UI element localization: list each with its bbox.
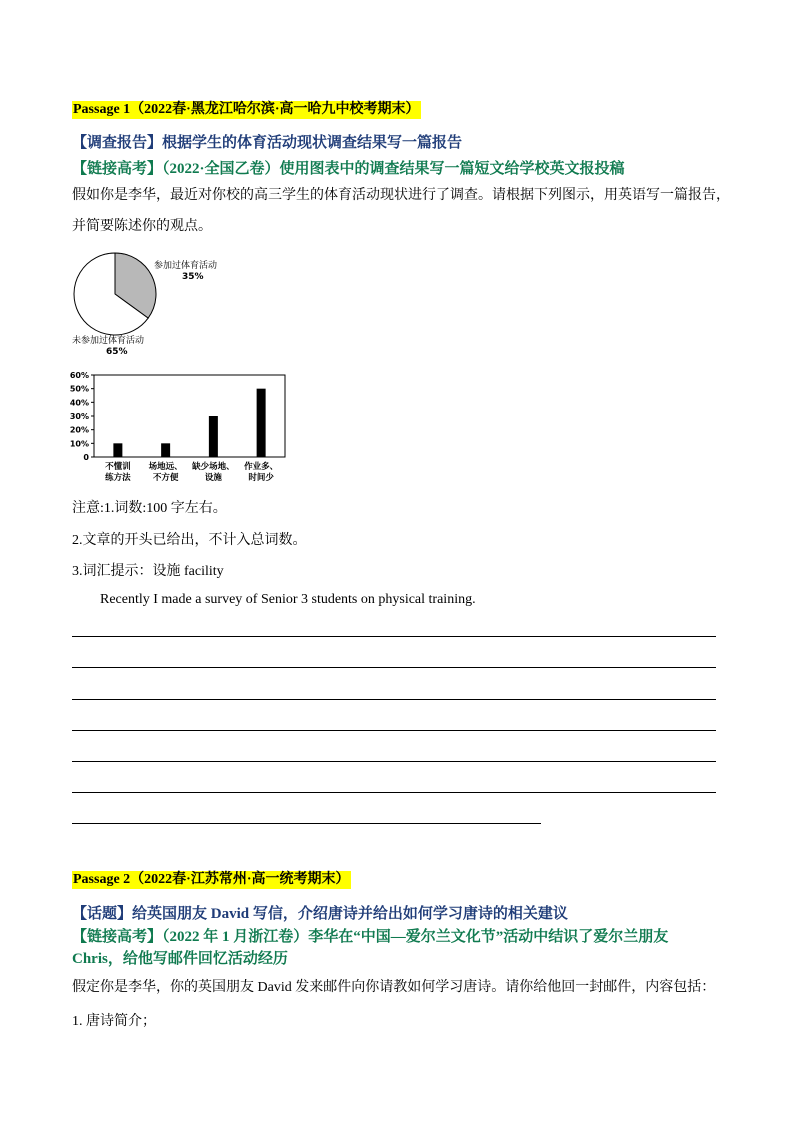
bar-category-label: 设施 xyxy=(204,473,222,483)
note-1: 注意:1.词数:100 字左右。 xyxy=(72,501,227,516)
passage2-link: 【链接高考】（2022 年 1 月浙江卷）李华在“中国—爱尔兰文化节”活动中结识了爱尔兰朋友 Chris，给他写邮件回忆活动经历 xyxy=(72,929,669,967)
bar-2 xyxy=(209,416,218,457)
pie-value-not-participated: 65% xyxy=(106,347,128,357)
bar-1 xyxy=(161,443,170,457)
bar-ytick-label: 10% xyxy=(69,439,89,449)
pie-chart xyxy=(70,246,218,361)
bar-category-label: 作业多、 xyxy=(244,462,279,472)
writing-line[interactable] xyxy=(72,761,716,762)
bar-0 xyxy=(113,443,122,457)
bar-ytick-label: 20% xyxy=(69,425,89,435)
passage2-header: Passage 2（2022春·江苏常州·高一统考期末） xyxy=(73,872,350,887)
passage2-intro: 假定你是李华，你的英国朋友 David 发来邮件向你请教如何学习唐诗。请你给他回一封邮件，内容包括： xyxy=(72,980,716,995)
pie-value-participated: 35% xyxy=(182,272,204,282)
passage1-intro-line2: 并简要陈述你的观点。 xyxy=(72,219,212,234)
writing-line[interactable] xyxy=(72,636,716,637)
bar-category-label: 缺少场地、 xyxy=(192,462,235,472)
bar-ytick-label: 60% xyxy=(69,371,89,380)
bar-category-label: 不懂训 xyxy=(105,462,131,472)
passage2-topic: 【话题】给英国朋友 David 写信，介绍唐诗并给出如何学习唐诗的相关建议 xyxy=(72,906,568,922)
passage1-link: 【链接高考】（2022·全国乙卷）使用图表中的调查结果写一篇短文给学校英文报投稿 xyxy=(72,161,625,177)
bar-category-label: 练方法 xyxy=(105,473,131,483)
writing-line[interactable] xyxy=(72,667,716,668)
bar-ytick-label: 0 xyxy=(83,453,89,462)
passage1-header: Passage 1（2022春·黑龙江哈尔滨·高一哈九中校考期末） xyxy=(73,102,420,117)
essay-opening: Recently I made a survey of Senior 3 students on physical training. xyxy=(100,592,476,607)
passage1-intro-line1: 假如你是李华，最近对你校的高三学生的体育活动现状进行了调查。请根据下列图示，用英语写一篇报告， xyxy=(72,188,730,203)
note-3: 3.词汇提示：设施 facility xyxy=(72,564,224,579)
pie-label-not-participated: 未参加过体育活动 xyxy=(72,336,145,346)
bar-category-label: 不方便 xyxy=(152,473,179,483)
bar-plot-frame xyxy=(94,375,285,457)
pie-label-participated: 参加过体育活动 xyxy=(154,261,218,271)
writing-line[interactable] xyxy=(72,730,716,731)
note-2: 2.文章的开头已给出，不计入总词数。 xyxy=(72,533,307,548)
bar-ytick-label: 50% xyxy=(69,384,89,394)
bar-category-label: 时间少 xyxy=(248,473,274,483)
passage2-item-1: 1. 唐诗简介； xyxy=(72,1014,156,1029)
bar-chart xyxy=(66,367,296,489)
bar-3 xyxy=(257,389,266,457)
writing-line[interactable] xyxy=(72,699,716,700)
bar-ytick-label: 30% xyxy=(69,412,89,421)
bar-category-label: 场地远、 xyxy=(148,462,183,472)
passage1-topic: 【调查报告】根据学生的体育活动现状调查结果写一篇报告 xyxy=(72,135,463,151)
writing-line[interactable] xyxy=(72,823,541,824)
bar-ytick-label: 40% xyxy=(69,398,89,408)
writing-line[interactable] xyxy=(72,792,716,793)
